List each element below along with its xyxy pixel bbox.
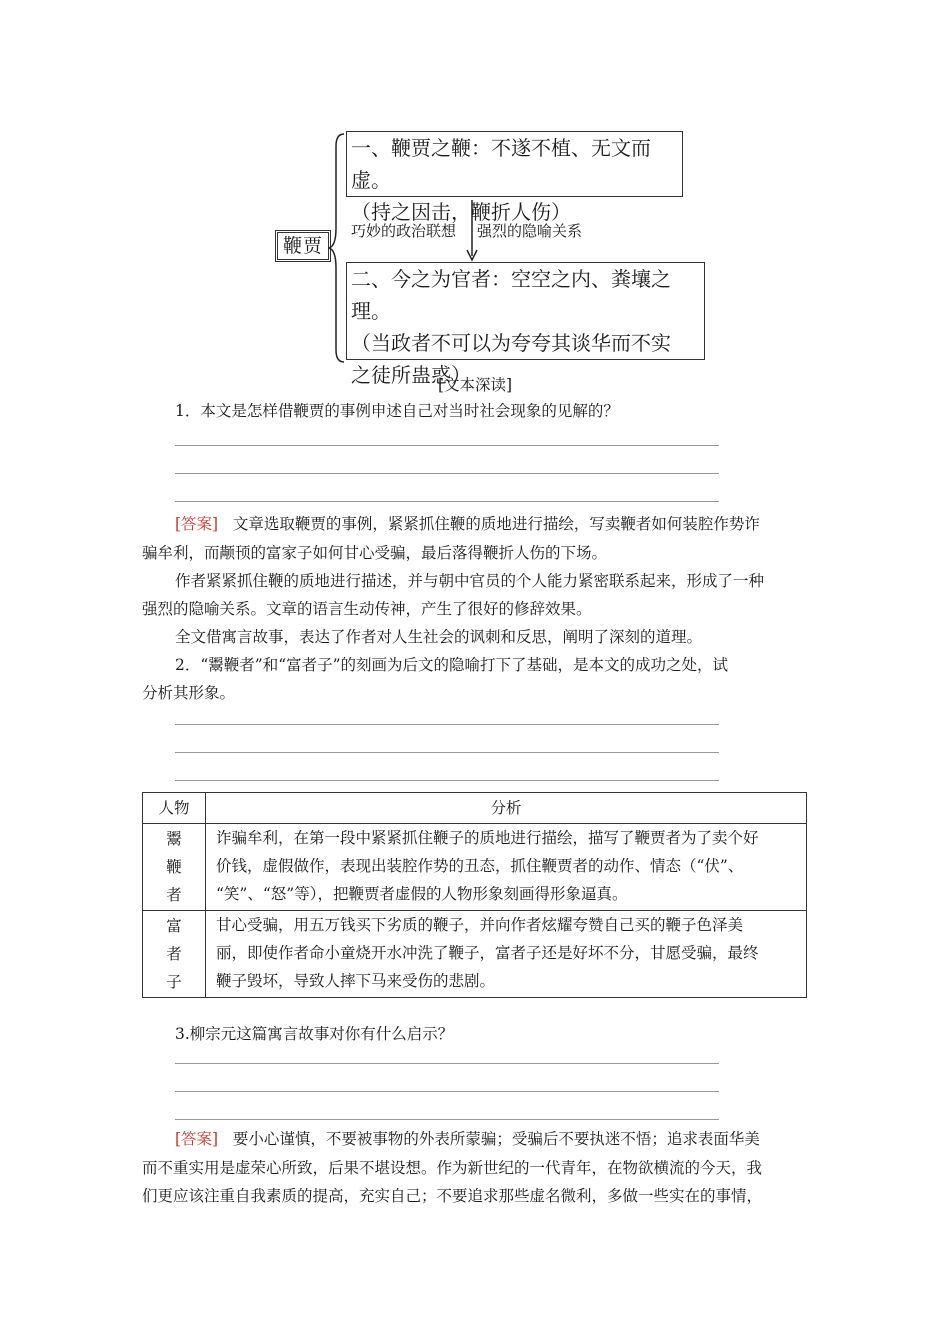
table-cell-person: [143, 911, 206, 998]
diagram-item-2-line: 二、今之为官者：空空之内、粪壤之理。: [351, 267, 671, 323]
analysis-line: “笑”、“怒”等），把鞭贾者虚假的人物形象刻画得形象逼真。: [216, 885, 628, 903]
relation-right-label: 强烈的隐喻关系: [477, 222, 583, 240]
diagram-item-1-line: 一、鞭贾之鞭：不遂不植、无文而虚。: [351, 136, 651, 192]
analysis-line: 鞭子毁坏，导致人摔下马来受伤的悲剧。: [216, 972, 496, 990]
table-row: [143, 824, 807, 911]
table-cell-analysis: [206, 911, 807, 998]
table-header: 分析: [206, 793, 807, 824]
person-name: 鬻鞭者: [166, 830, 182, 904]
answer-1-line: [175, 510, 760, 539]
answer-1-line: 骗牟利，而颟顸的富家子如何甘心受骗，最后落得鞭折人伤的下场。: [142, 544, 608, 562]
answer-line: [175, 1091, 719, 1092]
paragraph: 作者紧紧抓住鞭的质地进行描述，并与朝中官员的个人能力紧密联系起来，形成了一种: [175, 572, 765, 590]
answer-line: [175, 780, 719, 781]
table-cell-analysis: [206, 824, 807, 911]
answer-line: [175, 473, 719, 474]
answer-line: [175, 752, 719, 753]
answer-text: 文章选取鞭贾的事例，紧紧抓住鞭的质地进行描绘，写卖鞭者如何装腔作势诈: [232, 515, 760, 533]
diagram-item-2-line: （当政者不可以为夸夸其谈华而不实: [351, 331, 671, 355]
table-header-row: [143, 793, 807, 824]
paragraph: 全文借寓言故事，表达了作者对人生社会的讽刺和反思，阐明了深刻的道理。: [175, 628, 703, 646]
analysis-line: 甘心受骗，用五万钱买下劣质的鞭子，并向作者炫耀夸赞自己买的鞭子色泽美: [216, 916, 744, 934]
table-header: 人物: [143, 793, 206, 824]
question-2: 2．“鬻鞭者”和“富者子”的刻画为后文的隐喻打下了基础，是本文的成功之处，试: [175, 656, 729, 674]
analysis-line: 价钱，虚假做作，表现出装腔作势的丑态，抓住鞭贾者的动作、情态（“伏”、: [216, 857, 744, 875]
answer-line: [175, 1063, 719, 1064]
analysis-table: [142, 792, 807, 998]
paragraph: 强烈的隐喻关系。文章的语言生动传神，产生了很好的修辞效果。: [142, 600, 592, 618]
table-row: [143, 911, 807, 998]
brace-shape: [328, 132, 348, 364]
answer-tag: [答案]: [175, 1130, 219, 1148]
question-3: 3.柳宗元这篇寓言故事对你有什么启示？: [175, 1025, 454, 1043]
table-cell-person: [143, 824, 206, 911]
question-2: 分析其形象。: [142, 684, 236, 702]
diagram-item-2-line: 之徒所蛊惑）: [351, 363, 471, 387]
person-name: 富者子: [166, 917, 182, 991]
answer-3-line: [175, 1125, 760, 1154]
analysis-line: 诈骗牟利，在第一段中紧紧抓住鞭子的质地进行描绘，描写了鞭贾者为了卖个好: [216, 829, 759, 847]
diagram-item-1: [346, 131, 683, 224]
answer-line: [175, 724, 719, 725]
answer-3-line: 们更应该注重自我素质的提高，充实自己；不要追求那些虚名微利，多做一些实在的事情，: [142, 1187, 763, 1205]
answer-3-line: 而不重实用是虚荣心所致，后果不堪设想。作为新世纪的一代青年，在物欲横流的今天，我: [142, 1159, 763, 1177]
answer-line: [175, 1119, 719, 1120]
answer-line: [175, 445, 719, 446]
diagram-root-label: 鞭贾: [277, 232, 329, 260]
section-title: [文本深读]: [437, 376, 513, 394]
relation-left-label: 巧妙的政治联想: [351, 222, 457, 240]
answer-line: [175, 501, 719, 502]
diagram-item-1-line: （持之因击，鞭折人伤）: [351, 200, 571, 224]
question-1: 1．本文是怎样借鞭贾的事例申述自己对当时社会现象的见解的？: [175, 402, 619, 420]
answer-text: 要小心谨慎，不要被事物的外表所蒙骗；受骗后不要执迷不悟；追求表面华美: [232, 1130, 760, 1148]
answer-tag: [答案]: [175, 515, 219, 533]
analysis-line: 丽，即使作者命小童烧开水冲洗了鞭子，富者子还是好坏不分，甘愿受骗，最终: [216, 944, 759, 962]
